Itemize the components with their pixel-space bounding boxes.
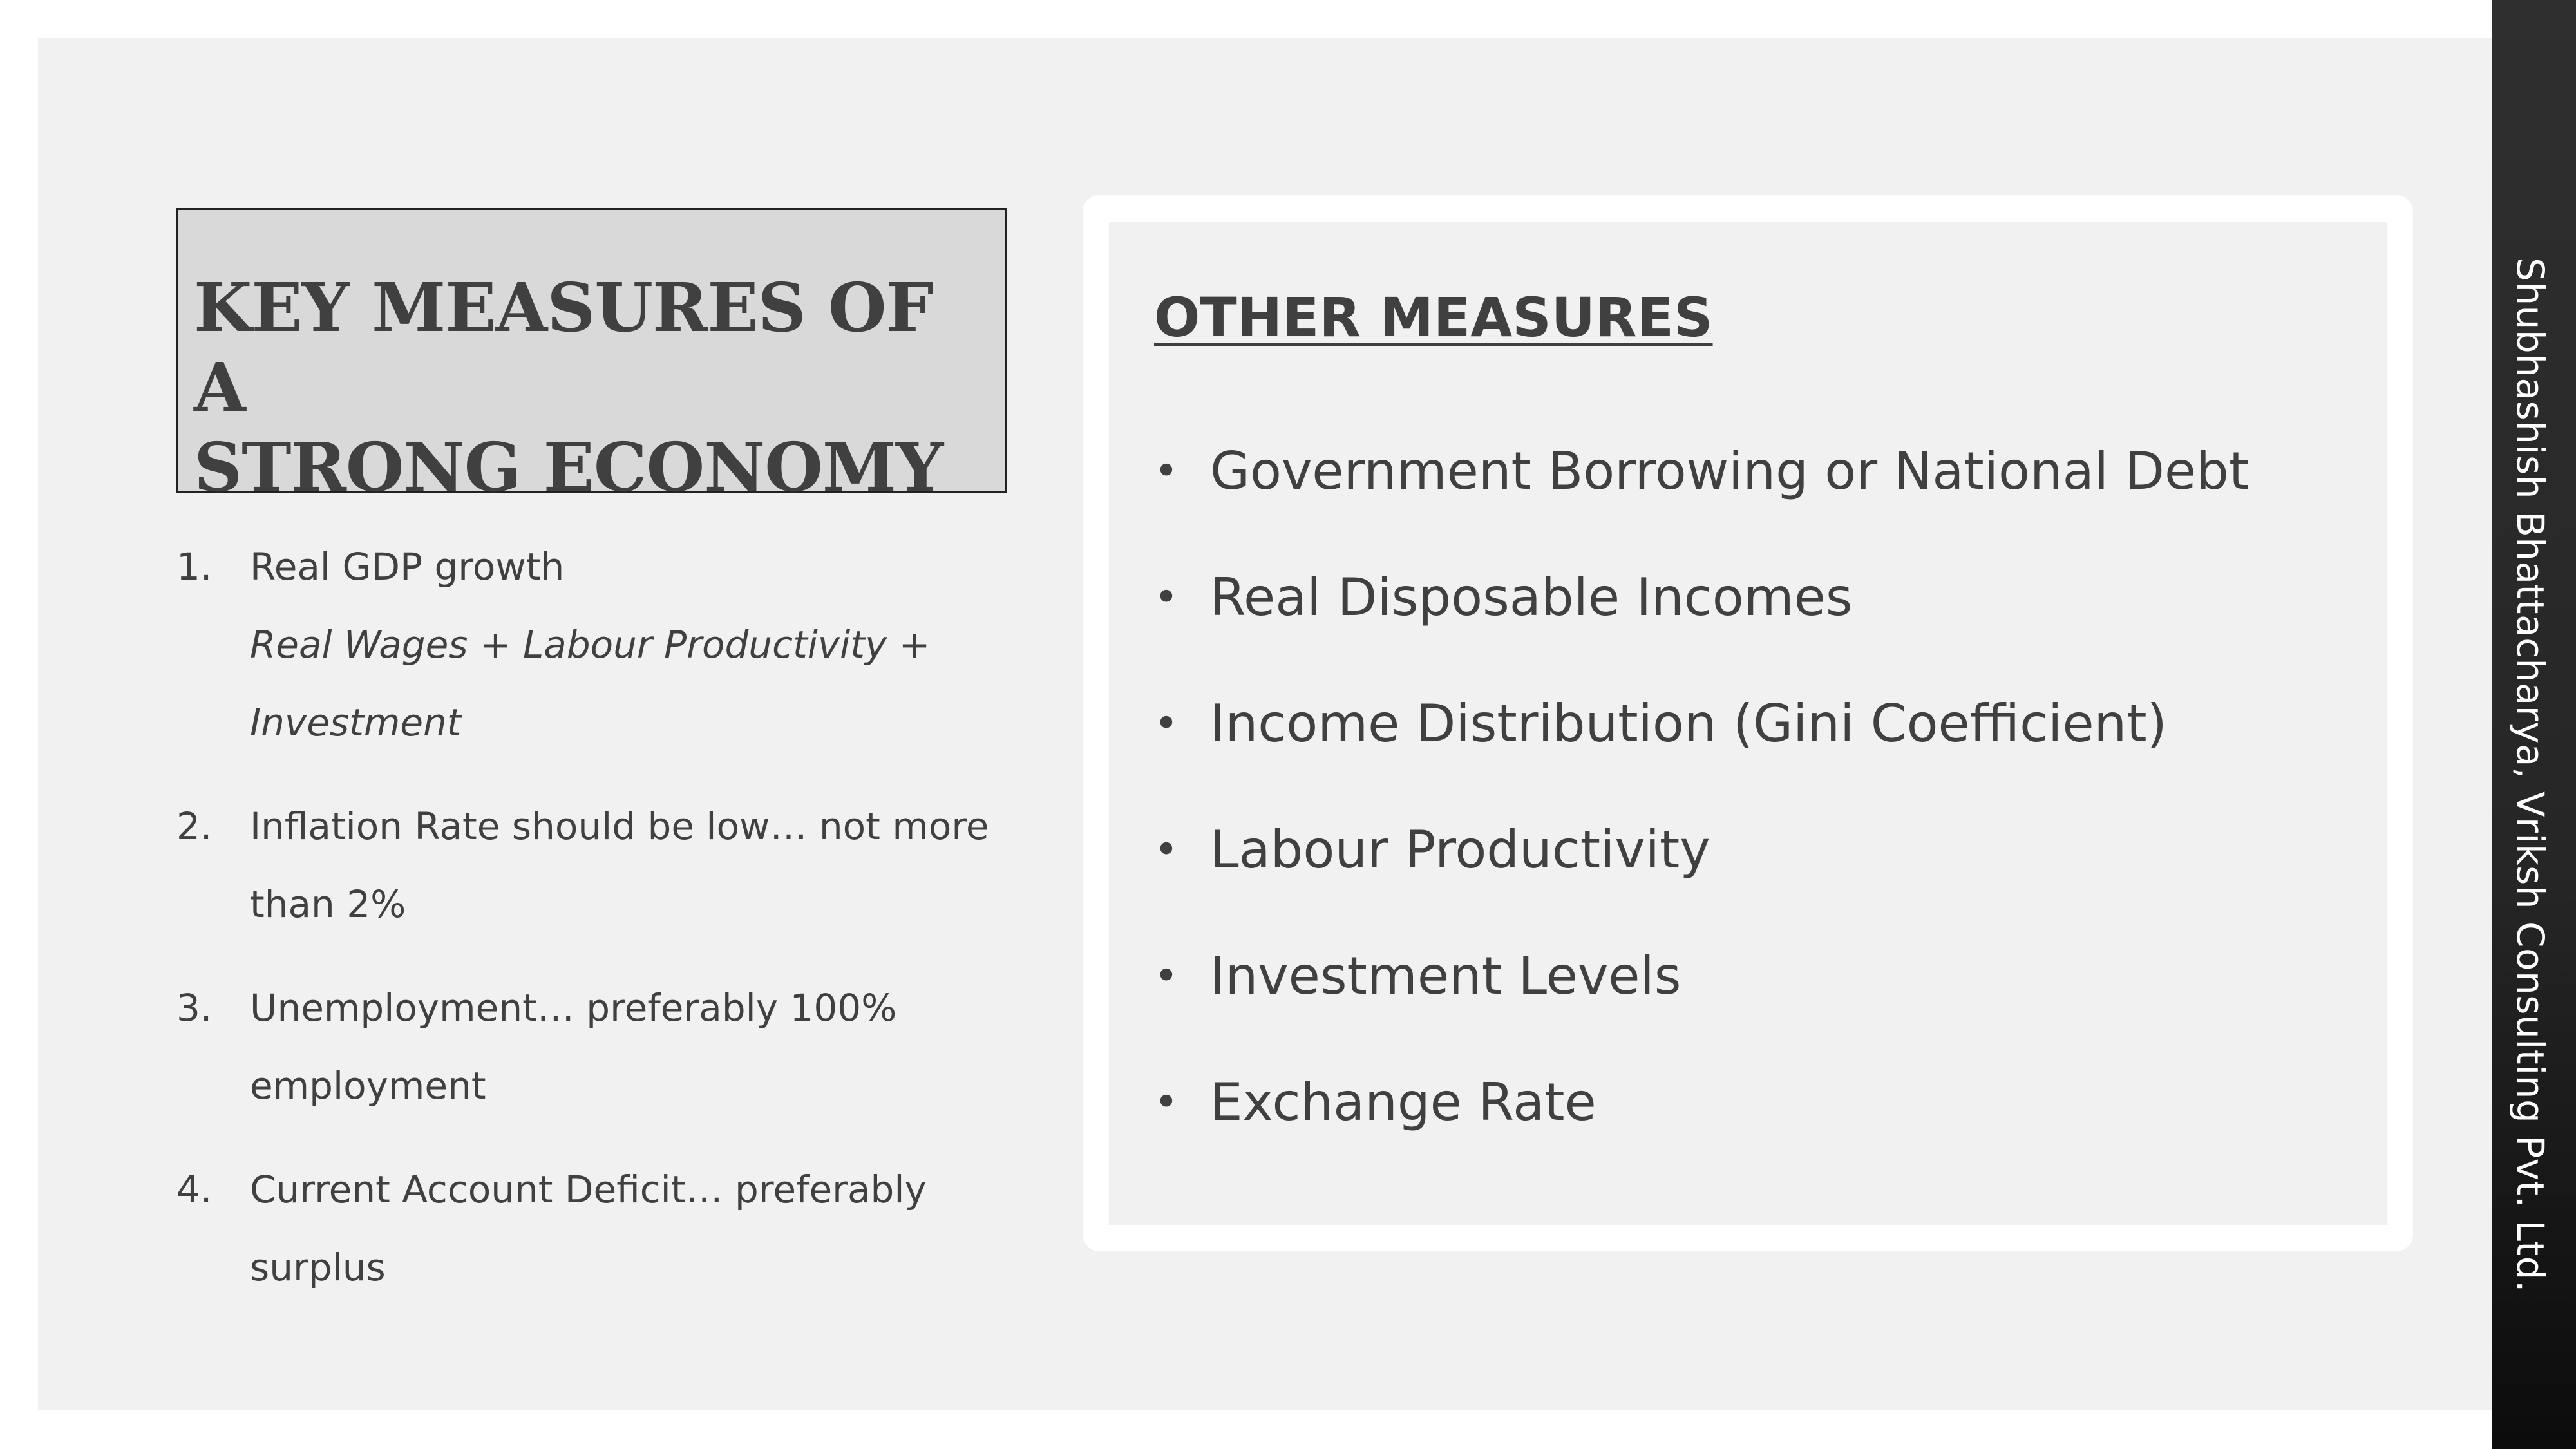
other-measure-item	[1154, 1039, 2249, 1166]
key-measure-item	[176, 788, 1033, 943]
other-measure-item	[1154, 535, 2249, 661]
other-measure-item	[1154, 787, 2249, 913]
key-measure-text: surplus	[250, 1245, 386, 1289]
key-measure-subtext: Real Wages + Labour Productivity +	[250, 623, 931, 667]
other-measure-text: Income Distribution (Gini Coefficient)	[1210, 694, 2167, 753]
key-measure-item	[176, 969, 1033, 1125]
other-measure-item	[1154, 913, 2249, 1039]
key-measure-text: Unemployment… preferably 100%	[250, 986, 897, 1030]
key-measure-subtext: Investment	[250, 701, 462, 744]
other-measure-item	[1154, 408, 2249, 535]
slide-title-line-2: STRONG ECONOMY	[194, 428, 943, 507]
key-measure-text: Inflation Rate should be low… not more	[250, 804, 989, 848]
key-measure-item	[176, 528, 1033, 762]
key-measure-number: 2.	[176, 804, 213, 848]
other-measures-panel	[1083, 195, 2413, 1251]
other-measures-heading: OTHER MEASURES	[1154, 286, 1713, 349]
key-measure-number: 4.	[176, 1168, 213, 1211]
bullet-icon: •	[1154, 700, 1179, 748]
key-measure-number: 1.	[176, 545, 213, 589]
key-measure-text: than 2%	[250, 882, 406, 926]
bullet-icon: •	[1154, 448, 1179, 495]
key-measures-list	[176, 528, 1033, 1332]
key-measure-text: employment	[250, 1064, 486, 1108]
other-measure-item	[1154, 661, 2249, 787]
other-measures-list	[1154, 408, 2249, 1166]
key-measure-number: 3.	[176, 986, 213, 1030]
key-measure-item	[176, 1151, 1033, 1307]
other-measure-text: Investment Levels	[1210, 946, 1681, 1006]
title-box	[176, 208, 1007, 507]
other-measure-text: Real Disposable Incomes	[1210, 567, 1853, 627]
bullet-icon: •	[1154, 574, 1179, 621]
key-measure-text: Real GDP growth	[250, 545, 565, 589]
bullet-icon: •	[1154, 1079, 1179, 1126]
bullet-icon: •	[1154, 952, 1179, 1000]
other-measure-text: Labour Productivity	[1210, 820, 1710, 880]
other-measures-panel-inner	[1109, 222, 2387, 1225]
other-measure-text: Government Borrowing or National Debt	[1210, 441, 2249, 501]
key-measure-text: Current Account Deficit… preferably	[250, 1168, 927, 1211]
author-sidebar	[2492, 0, 2576, 1449]
other-measure-text: Exchange Rate	[1210, 1072, 1596, 1132]
bullet-icon: •	[1154, 826, 1179, 874]
slide-title	[194, 268, 992, 507]
slide-title-line-1: KEY MEASURES OF A	[194, 268, 933, 427]
author-credit: Shubhashish Bhattacharya, Vriksh Consulting Pvt. Ltd.	[2508, 258, 2552, 1293]
